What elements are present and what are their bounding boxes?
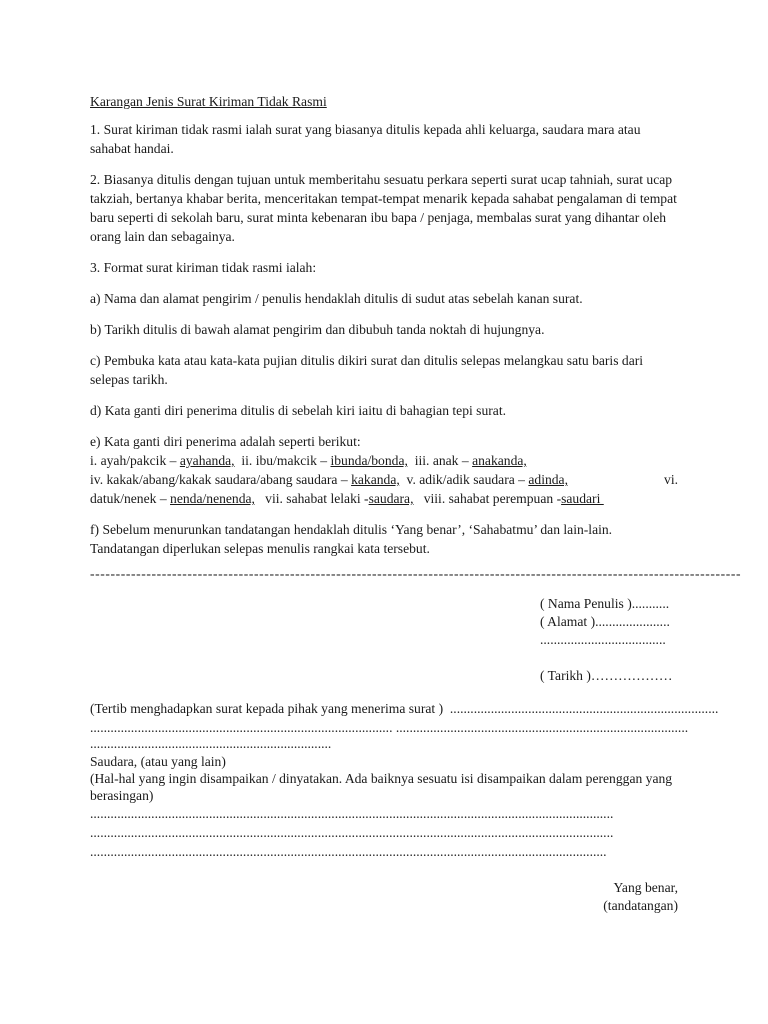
salutation: Saudara, (atau yang lain) (90, 754, 226, 769)
point-e-line-3 (90, 489, 678, 508)
sender-name: ( Nama Penulis )........... (540, 596, 670, 611)
term-nenda: nenda/nenenda, (170, 491, 255, 506)
separator-line: ------------------------------------------------------------------------------------------------------------------------------- (90, 566, 742, 581)
term-datuk: datuk/nenek – (90, 491, 171, 506)
document-page (90, 92, 742, 915)
body-line-2: .......................................................................................................................................................... (90, 825, 614, 840)
point-d: d) Kata ganti diri penerima ditulis di sebelah kiri iaitu di bahagian tepi surat. (90, 403, 507, 418)
recipient-line-1 (90, 699, 719, 718)
signature-block (90, 879, 678, 915)
body-line-3: ........................................................................................................................................................ (90, 844, 607, 859)
sender-address: ( Alamat )...................... (540, 614, 670, 629)
recipient-label: (Tertib menghadapkan surat kepada pihak yang menerima surat ) (90, 701, 444, 716)
point-e-intro: e) Kata ganti diri penerima adalah seperti berikut: (90, 434, 361, 449)
term-kakak: iv. kakak/abang/kakak saudara/abang saudara – (90, 472, 352, 487)
term-sahabat-lelaki: vii. sahabat lelaki - (254, 491, 369, 506)
recipient-dots: ............................................................................... (443, 701, 719, 716)
signature: (tandatangan) (603, 898, 678, 913)
term-ibunda: ibunda/bonda, (330, 453, 408, 468)
recipient-line-2: ......................................................................................... ...................................................................................... (90, 720, 689, 735)
term-sahabat-perempuan: viii. sahabat perempuan - (413, 491, 562, 506)
point-e (90, 432, 678, 508)
term-adinda: adinda, (528, 472, 568, 487)
term-saudara: saudara, (368, 491, 414, 506)
sender-address-line-2: ..................................... (540, 632, 666, 647)
term-saudari: saudari (561, 491, 604, 506)
point-a: a) Nama dan alamat pengirim / penulis hendaklah ditulis di sudut atas sebelah kanan surat. (90, 291, 583, 306)
recipient-line-3: ....................................................................... (90, 736, 332, 751)
term-kakanda: kakanda, (351, 472, 400, 487)
point-b: b) Tarikh ditulis di bawah alamat pengirim dan dibubuh tanda noktah di hujungnya. (90, 322, 545, 337)
point-2: 2. Biasanya ditulis dengan tujuan untuk memberitahu sesuatu perkara seperti surat ucap tahniah, surat ucap takziah, bertanya khabar berita, menceritakan tempat-tempat menarik kepada sahabat pengalaman di tempat baru seperti di sekolah baru, surat minta kebenaran ibu bapa / penjaga, membalas surat yang dihantar oleh orang lain dan sebagainya. (90, 172, 677, 244)
point-3: 3. Format surat kiriman tidak rasmi ialah: (90, 260, 317, 275)
point-e-line-1 (90, 451, 678, 470)
term-vi-label: vi. (664, 472, 678, 487)
closing: Yang benar, (613, 880, 678, 895)
sender-block (540, 595, 678, 685)
body-line-1: .......................................................................................................................................................... (90, 806, 614, 821)
term-ibu: ii. ibu/makcik – (234, 453, 331, 468)
sender-date: ( Tarikh )……………… (540, 668, 673, 683)
term-adik: v. adik/adik saudara – (399, 472, 529, 487)
term-anakanda: anakanda, (472, 453, 527, 468)
term-anak: iii. anak – (407, 453, 473, 468)
body-note: (Hal-hal yang ingin disampaikan / dinyatakan. Ada baiknya sesuatu isi disampaikan dalam perenggan yang berasingan) (90, 771, 673, 803)
term-ayah: i. ayah/pakcik – (90, 453, 180, 468)
point-c: c) Pembuka kata atau kata-kata pujian ditulis dikiri surat dan ditulis selepas melangkau satu baris dari selepas tarikh. (90, 353, 644, 387)
point-f: f) Sebelum menurunkan tandatangan hendaklah ditulis ‘Yang benar’, ‘Sahabatmu’ dan lain-lain. Tandatangan diperlukan selepas menulis rangkai kata tersebut. (90, 522, 613, 556)
point-e-line-2 (90, 470, 678, 489)
term-ayahanda: ayahanda, (179, 453, 235, 468)
document-title: Karangan Jenis Surat Kiriman Tidak Rasmi (90, 94, 327, 109)
point-1: 1. Surat kiriman tidak rasmi ialah surat yang biasanya ditulis kepada ahli keluarga, saudara mara atau sahabat handai. (90, 122, 641, 156)
